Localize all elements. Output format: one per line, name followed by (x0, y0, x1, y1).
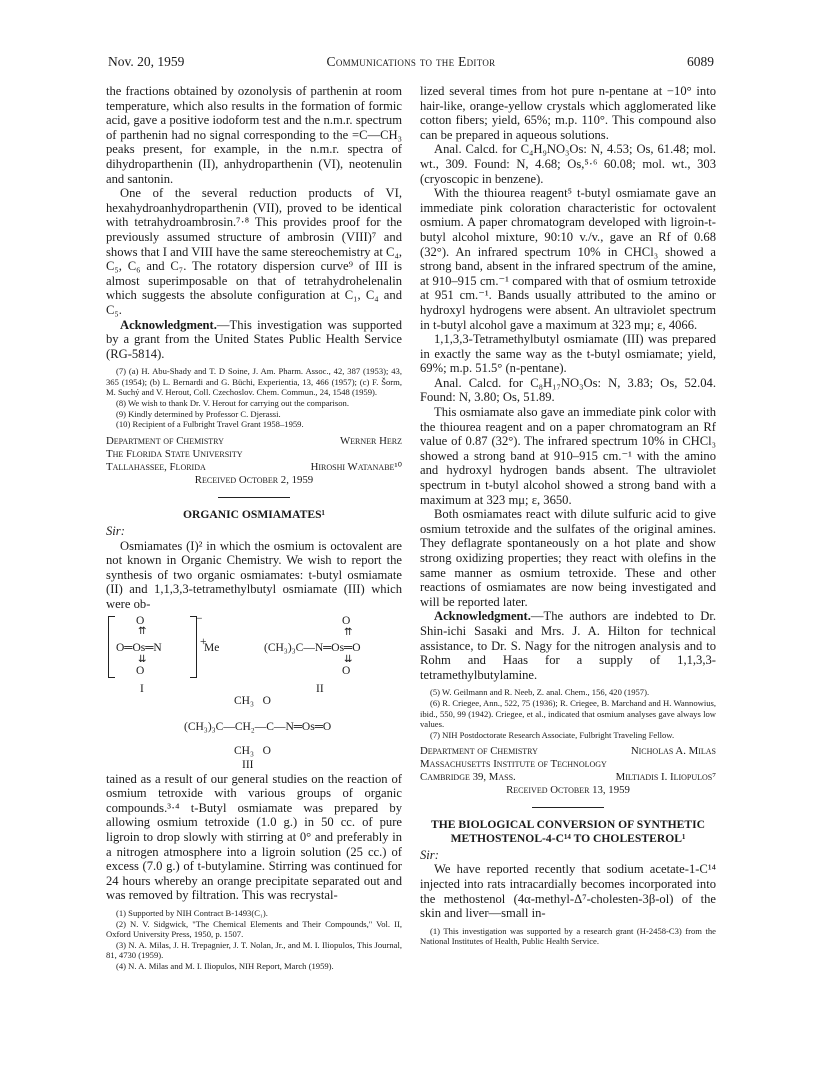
author-name: Werner Herz (339, 434, 402, 447)
salutation: Sir: (420, 847, 439, 862)
struct-atom: O (136, 614, 145, 627)
divider (532, 807, 604, 808)
footnote: (4) N. A. Milas and M. I. Iliopulos, NIH Report, March (1959). (116, 960, 334, 971)
footnote: (9) Kindly determined by Professor C. Djerassi. (116, 408, 281, 419)
double-bond: ⇈ (138, 625, 147, 637)
double-bond: ⇈ (344, 626, 353, 638)
footnote: (5) W. Geilmann and R. Neeb, Z. anal. Chem., 156, 420 (1957). (430, 687, 650, 698)
affiliation-line (106, 448, 402, 461)
paragraph: the fractions obtained by ozonolysis of parthenin at room temperature, which also results in the formation of formic acid, gave a positive iodoform test and the n.m.r. spectrum of parthenin had no signal corresponding to the =C—CH₃ peaks present, for example, in the n.m.r. spectra of dihydroparthenin (II), anhydroparthenin (VI), neotenulin and santonin. (106, 84, 402, 186)
struct-label: III (242, 758, 254, 771)
footnotes (420, 687, 716, 740)
author-name: Nicholas A. Milas (630, 745, 716, 758)
acknowledgment-text: —This investigation was supported by a grant from the United States Public Health Service (RG-5814). (106, 317, 402, 361)
affiliation-line (106, 461, 402, 474)
paragraph: tained as a result of our general studies on the reaction of osmium tetroxide with various groups of organic compounds.³·⁴ t-Butyl osmiamate was prepared by allowing osmium tetroxide (1.0 g.) in 50 cc. of pure ligroin to drop slowly with stirring at 0° and preferably in a nitrogen atmosphere into a ligroin solution (25 cc.) of excess (7.0 g.) of t-butylamine. Stirring was continued for 24 hours whereby an orange precipitate separated out and was removed by filtration. This was recrystal- (106, 771, 402, 903)
affiliation-line (420, 758, 716, 771)
divider (218, 497, 290, 498)
footnotes (106, 366, 402, 430)
struct-methyl: Me (204, 641, 220, 654)
acknowledgment-heading: Acknowledgment. (120, 317, 217, 332)
struct-substituents: CH₃ O (234, 744, 271, 757)
left-column (106, 84, 402, 977)
struct-charge: − (196, 612, 203, 625)
footnotes (420, 926, 716, 947)
right-column (420, 84, 716, 952)
salutation: Sir: (106, 524, 125, 539)
footnote: (7) NIH Postdoctorate Research Associate, Fulbright Traveling Fellow. (430, 729, 675, 740)
header-page-number: 6089 (687, 54, 714, 69)
footnote: (6) R. Criegee, Ann., 522, 75 (1936); R. Criegee, B. Marchand and H. Wannowius, ibid., 550, 99 (1942). Criegee, et al., indicated that osmium analyses gave always low values. (420, 697, 716, 730)
footnote: (8) We wish to thank Dr. V. Herout for carrying out the comparison. (116, 398, 349, 409)
footnote: (2) N. V. Sidgwick, "The Chemical Elements and Their Compounds," Vol. II, Oxford University Press, 1950, p. 1507. (106, 918, 402, 940)
affiliation-line (420, 771, 716, 784)
struct-formula: O═Os═N (116, 641, 162, 654)
affiliation-institute: Massachusetts Institute of Technology (420, 758, 607, 771)
struct-atom: O (136, 664, 145, 677)
struct-formula: (CH₃)₃C—CH₂—C—N═Os═O (184, 720, 332, 733)
paragraph: We have reported recently that sodium acetate-1-C¹⁴ injected into rats intracardially becomes incorporated into the methostenol (4α-methyl-Δ⁷-cholesten-3β-ol) of the skin and liver—small in- (420, 862, 716, 921)
author-name: Miltiadis I. Iliopulos⁷ (615, 771, 716, 784)
affiliation-university: The Florida State University (106, 447, 243, 460)
struct-label: II (316, 682, 324, 695)
paragraph: lized several times from hot pure n-pentane at −10° into hair-like, orange-yellow crystals which agglomerated like cotton fibers; yield, 65%; m.p. 110°. This compound also can be prepared in aqueous solutions. (420, 84, 716, 142)
paragraph: With the thiourea reagent⁵ t-butyl osmiamate gave an immediate pink coloration characteristic for octovalent osmium. A paper chromatogram developed with ligroin-t-butyl alcohol mixture, 90:10 v./v., gave an Rf of 0.68 (32°). An infrared spectrum 10% in CHCl₃ showed a strong band, absent in the infrared spectrum of the amine, at 910–915 cm.⁻¹ compared with that of osmium tetroxide at 951 cm.⁻¹. Bands usually attributed to the amino or hydroxyl hydrogens were absent. An ultraviolet spectrum in t-butyl alcohol gave a maximum at 323 mμ; ε, 4066. (420, 186, 716, 332)
paragraph: Anal. Calcd. for C₈H₁₇NO₃Os: N, 3.83; Os, 52.04. Found: N, 3.80; Os, 51.89. (420, 375, 716, 405)
author-name: Hiroshi Watanabe¹⁰ (310, 460, 402, 473)
article-title: THE BIOLOGICAL CONVERSION OF SYNTHETIC METHOSTENOL-4-C¹⁴ TO CHOLESTEROL¹ (430, 818, 705, 845)
struct-substituents: CH₃ O (234, 694, 271, 707)
bracket-left (108, 616, 115, 678)
acknowledgment-text: —The authors are indebted to Dr. Shin-ichi Sasaki and Mrs. J. A. Hilton for technical assistance, to Dr. S. Nagy for the nitrogen analysis and to Rohm and Haas for a supply of 1,1,3,3-tetramethylbutylamine. (420, 609, 716, 682)
paragraph: 1,1,3,3-Tetramethylbutyl osmiamate (III) was prepared in exactly the same way as the t-butyl osmiamate; yield, 69%; m.p. 51.5° (n-pentane). (420, 332, 716, 376)
double-bond: ⇊ (138, 653, 147, 665)
acknowledgment (106, 318, 402, 362)
footnote: (3) N. A. Milas, J. H. Trepagnier, J. T. Nolan, Jr., and M. I. Iliopulos, This Journal, 81, 4730 (1959). (106, 939, 402, 961)
footnote: (10) Recipient of a Fulbright Travel Grant 1958–1959. (116, 419, 304, 430)
struct-charge: + (200, 635, 207, 648)
received-date: Received October 2, 1959 (194, 473, 314, 486)
paragraph: Both osmiamates react with dilute sulfuric acid to give osmium tetroxide and the sulfates of the original amines. They deflagrate spontaneously on a hot plate and show strong oxidizing properties; they react with olefins in the same manner as osmium tetroxide. These and other reactions of osmiamates are now being investigated and will be reported later. (420, 507, 716, 609)
struct-label: I (140, 682, 144, 695)
struct-atom: O (342, 614, 351, 627)
chemical-structures (106, 612, 402, 772)
paragraph: Osmiamates (I)² in which the osmium is octovalent are not known in Organic Chemistry. We wish to report the synthesis of two organic osmiamates: t-butyl osmiamate (II) and 1,1,3,3-tetramethylbutyl osmiamate (III) which were ob- (106, 538, 402, 612)
affiliation-line (420, 745, 716, 758)
page-header (108, 54, 714, 74)
affiliation-line (106, 435, 402, 448)
struct-atom: O (342, 664, 351, 677)
double-bond: ⇊ (344, 653, 353, 665)
footnote: (1) This investigation was supported by a research grant (H-2458-C3) from the National Institutes of Health, Public Health Service. (420, 925, 716, 947)
received-date: Received October 13, 1959 (506, 784, 630, 797)
affiliation-city: Cambridge 39, Mass. (420, 771, 516, 784)
footnotes (106, 908, 402, 972)
acknowledgment (420, 609, 716, 682)
paragraph: This osmiamate also gave an immediate pink color with the thiourea reagent and on a paper chromatogram an Rf value of 0.87 (32°). The infrared spectrum 10% in CHCl₃ showed a strong band at 910–915 cm.⁻¹ with the amino and hydroxyl hydrogen bands absent. The ultraviolet spectrum in t-butyl alcohol showed a strong band with a maximum at 323 mμ; ε, 3650. (420, 405, 716, 507)
struct-formula: (CH₃)₃C—N═Os═O (264, 641, 361, 654)
paragraph: Anal. Calcd. for C₄H₉NO₃Os: N, 4.53; Os, 61.48; mol. wt., 309. Found: N, 4.68; Os,⁵·⁶ 60.08; mol. wt., 303 (cryoscopic in benzene). (420, 142, 716, 186)
footnote: (1) Supported by NIH Contract B-1493(C₁). (116, 907, 268, 918)
acknowledgment-heading: Acknowledgment. (434, 609, 531, 624)
header-date: Nov. 20, 1959 (108, 54, 185, 69)
article-title: ORGANIC OSMIAMATES¹ (182, 507, 326, 521)
paragraph: One of the several reduction products of VI, hexahydroanhydroparthenin (VII), proved to be identical with tetrahydroambrosin.⁷·⁸ This provides proof for the previously assumed structure of ambrosin (VIII)⁷ and shows that I and VIII have the same stereochemistry at C₄, C₅, C₆ and C₇. The rotatory dispersion curve⁹ of III is almost superimposable on that of tetrahydrohelenalin which suggests the absolute configuration at C₁, C₄ and C₅. (106, 186, 402, 317)
affiliation-dept: Department of Chemistry (420, 745, 538, 758)
footnote: (7) (a) H. Abu-Shady and T. D Soine, J. Am. Pharm. Assoc., 42, 387 (1953); 43, 365 (1954); (b) L. Bernardi and G. Büchi, Experientia, 13, 466 (1957); (c) F. Šorm, M. Suchý and V. Herout, Coll. Czechoslov. Chem. Commun., 24, 1548 (1959). (106, 366, 402, 398)
affiliation-dept: Department of Chemistry (106, 434, 224, 447)
affiliation-city: Tallahassee, Florida (106, 460, 206, 473)
header-section: Communications to the Editor (326, 54, 496, 69)
